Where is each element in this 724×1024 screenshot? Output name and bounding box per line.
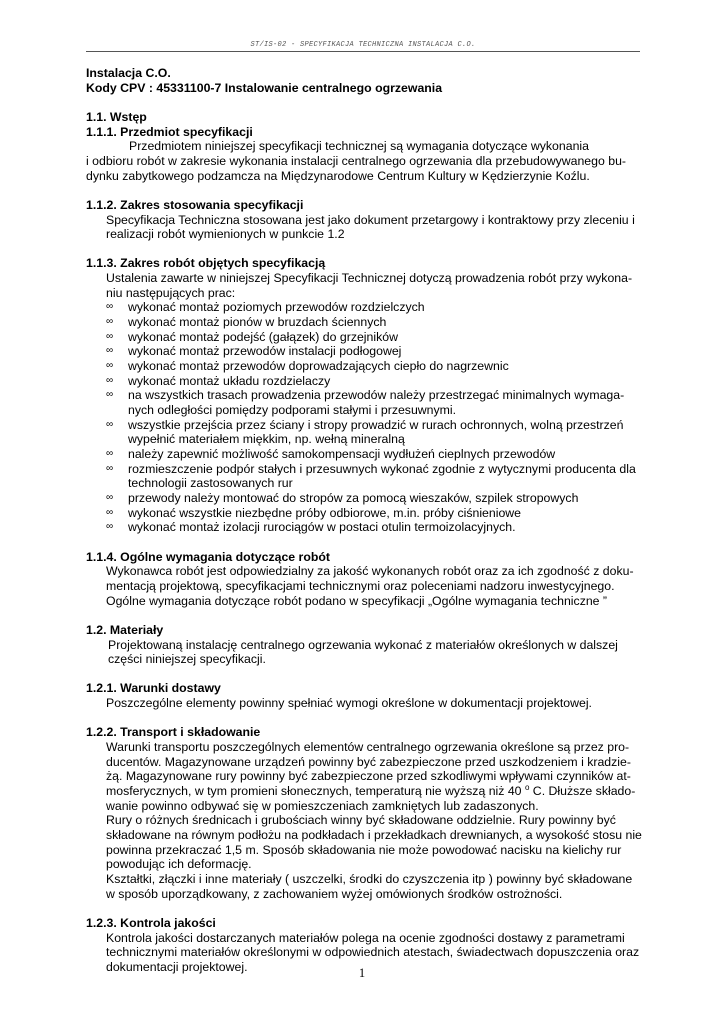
bullet-icon: ∞: [106, 491, 114, 503]
list-item-text: technologii zastosowanych rur: [128, 476, 293, 491]
bullet-icon: ∞: [106, 301, 114, 313]
section-heading: 1.2.1. Warunki dostawy: [86, 681, 221, 696]
bullet-icon: ∞: [106, 448, 114, 460]
header-rule: [86, 51, 640, 52]
scope-list-item: [86, 315, 642, 330]
bullet-icon: ∞: [106, 389, 114, 401]
section-heading: 1.1.3. Zakres robót objętych specyfikacją: [86, 256, 326, 271]
section-heading: 1.2.2. Transport i składowanie: [86, 725, 261, 740]
paragraph-line: niu następujących prac:: [106, 285, 236, 300]
list-item-text: wykonać montaż pionów w bruzdach ściennych: [128, 315, 387, 330]
paragraph-line: Warunki transportu poszczególnych elementów centralnego ogrzewania określone są przez pro-: [106, 740, 630, 755]
bullet-icon: ∞: [106, 462, 114, 474]
paragraph-line: Kontrola jakości dostarczanych materiałów polega na ocenie zgodności dostawy z parametrami: [106, 930, 625, 945]
degree-sign: o: [524, 782, 530, 792]
scope-list-item: [86, 418, 642, 447]
paragraph-line: ducentów. Magazynowane urządzeń powinny być zabezpieczone przed uszkodzeniem i kradzie-: [106, 754, 631, 769]
paragraph-line: dokumentacji projektowej.: [106, 959, 248, 974]
section-heading: 1.2. Materiały: [86, 622, 164, 637]
scope-list-item: [86, 359, 642, 374]
paragraph-line: Ogólne wymagania dotyczące robót podano w specyfikacji „Ogólne wymagania techniczne ”: [106, 593, 608, 608]
bullet-icon: ∞: [106, 506, 114, 518]
list-item-text: wykonać montaż przewodów instalacji podłogowej: [128, 344, 402, 359]
document-body: [86, 66, 642, 975]
paragraph-line: realizacji robót wymienionych w punkcie 1.2: [106, 227, 345, 242]
scope-list-item: [86, 491, 642, 506]
list-item-text: na wszystkich trasach prowadzenia przewodów należy przestrzegać minimalnych wymaga-: [128, 388, 625, 403]
scope-list-item: [86, 506, 642, 521]
paragraph-line: technicznymi materiałów określonymi w odpowiednich atestach, świadectwach dopuszczenia oraz: [106, 945, 640, 960]
section-heading: 1.1. Wstęp: [86, 109, 147, 124]
bullet-icon: ∞: [106, 345, 114, 357]
list-item-text: wypełnić materiałem miękkim, np. wełną mineralną: [128, 432, 405, 447]
scope-list-item: [86, 374, 642, 389]
doc-title: Instalacja C.O.: [86, 66, 171, 80]
paragraph-line: Przedmiotem niniejszej specyfikacji technicznej są wymagania dotyczące wykonania: [129, 139, 589, 154]
scope-list: [86, 300, 642, 535]
bullet-icon: ∞: [106, 374, 114, 386]
bullet-icon: ∞: [106, 521, 114, 533]
paragraph-line: powinna przekraczać 1,5 m. Sposób składowania nie może powodować nacisku na kielichy rur: [106, 842, 622, 857]
paragraph-line: Wykonawca robót jest odpowiedzialny za jakość wykonanych robót oraz za ich zgodność z doku-: [106, 564, 634, 579]
paragraph-line: żą. Magazynowane rury powinny być zabezpieczone przed szkodliwymi wpływami czynników at-: [106, 769, 631, 784]
paragraph-line: i odbioru robót w zakresie wykonania instalacji centralnego ogrzewania dla przebudowywanego bu-: [86, 153, 627, 168]
list-item-text: należy zapewnić możliwość samokompensacji wydłużeń cieplnych przewodów: [128, 447, 556, 462]
page-number: 1: [358, 966, 366, 980]
paragraph-line: [86, 784, 642, 799]
paragraph-line: Poszczególne elementy powinny spełniać wymogi określone w dokumentacji projektowej.: [106, 696, 592, 711]
paragraph-line: części niniejszej specyfikacji.: [108, 652, 266, 667]
paragraph-line: Ustalenia zawarte w niniejszej Specyfikacji Technicznej dotyczą prowadzenia robót przy wykona-: [106, 271, 633, 286]
paragraph-line: Specyfikacja Techniczna stosowana jest jako dokument przetargowy i kontraktowy przy zleceniu i: [106, 212, 635, 227]
scope-list-item: [86, 344, 642, 359]
temp-text: mosferycznych, w tym promieni słonecznych, temperaturą nie wyższą niż 40: [106, 784, 525, 799]
paragraph-line: wanie powinno odbywać się w pomieszczeniach zamkniętych lub zadaszonych.: [106, 798, 539, 813]
paragraph-line: składowane na równym podłożu na podkładach i przekładkach drewnianych, a wysokość stosu nie: [106, 828, 642, 843]
list-item-text: wykonać montaż przewodów doprowadzających ciepło do nagrzewnic: [128, 359, 509, 374]
running-header: ST/IS-02 - SPECYFIKACJA TECHNICZNA INSTALACJA C.O.: [250, 41, 476, 49]
paragraph-line: Projektowaną instalację centralnego ogrzewania wykonać z materiałów określonych w dalszej: [108, 637, 618, 652]
section-heading: 1.2.3. Kontrola jakości: [86, 915, 216, 930]
list-item-text: rozmieszczenie podpór stałych i przesuwnych wykonać zgodnie z wytycznymi producenta dla: [128, 461, 636, 476]
paragraph-line: Kształtki, złączki i inne materiały ( uszczelki, środki do czyszczenia itp ) powinny być składowane: [106, 871, 633, 886]
list-item-text: wykonać montaż poziomych przewodów rozdzielczych: [128, 300, 425, 315]
scope-list-item: [86, 330, 642, 345]
temp-text: C. Dłuższe składo-: [529, 784, 636, 799]
section-heading: 1.1.4. Ogólne wymagania dotyczące robót: [86, 549, 330, 564]
bullet-icon: ∞: [106, 330, 114, 342]
section-heading: 1.1.2. Zakres stosowania specyfikacji: [86, 197, 304, 212]
list-item-text: wykonać montaż podejść (gałązek) do grzejników: [128, 329, 398, 344]
scope-list-item: [86, 520, 642, 535]
bullet-icon: ∞: [106, 418, 114, 430]
list-item-text: wykonać montaż układu rozdzielaczy: [128, 373, 331, 388]
paragraph-line: Rury o różnych średnicach i grubościach winny być składowane oddzielnie. Rury powinny być: [106, 813, 616, 828]
paragraph-line: dynku zabytkowego podzamcza na Międzynarodowe Centrum Kultury w Kędzierzynie Koźlu.: [86, 168, 590, 183]
list-item-text: wykonać wszystkie niezbędne próby odbiorowe, m.in. próby ciśnieniowe: [128, 505, 522, 520]
scope-list-item: [86, 300, 642, 315]
paragraph-line: w sposób uporządkowany, z zachowaniem wyżej omówionych środków ostrożności.: [106, 886, 563, 901]
paragraph-line: powodując ich deformację.: [106, 857, 252, 872]
bullet-icon: ∞: [106, 360, 114, 372]
section-heading: 1.1.1. Przedmiot specyfikacji: [86, 124, 253, 139]
list-item-text: wszystkie przejścia przez ściany i stropy prowadzić w rurach ochronnych, wolną przestrzeń: [128, 417, 624, 432]
paragraph-line: mentacją projektową, specyfikacjami technicznymi oraz poleceniami nadzoru inwestycyjnego.: [106, 578, 615, 593]
bullet-icon: ∞: [106, 316, 114, 328]
scope-list-item: [86, 388, 642, 417]
list-item-text: wykonać montaż izolacji rurociągów w postaci otulin termoizolacyjnych.: [128, 520, 516, 535]
scope-list-item: [86, 462, 642, 491]
list-item-text: przewody należy montować do stropów za pomocą wieszaków, szpilek stropowych: [128, 490, 579, 505]
list-item-text: nych odległości pomiędzy podporami stałymi i przesuwnymi.: [128, 403, 457, 418]
cpv-code: Kody CPV : 45331100-7 Instalowanie centralnego ogrzewania: [86, 80, 443, 95]
scope-list-item: [86, 447, 642, 462]
